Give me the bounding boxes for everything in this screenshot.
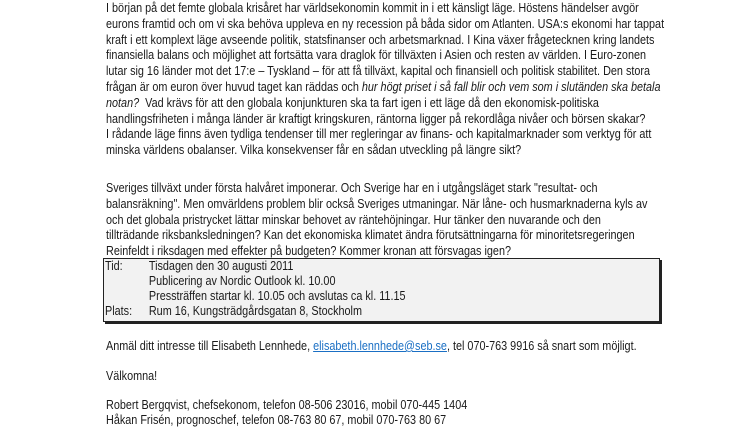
publication-time: Publicering av Nordic Outlook kl. 10.00 — [148, 274, 336, 288]
publication-row — [105, 274, 406, 289]
text-line — [106, 80, 664, 96]
time-row — [105, 259, 406, 274]
text-line: Sveriges tillväxt under första halvåret imponerar. Och Sverige har en i utgångsläget stark "resultat- och — [106, 181, 598, 195]
text-line: eurons framtid och om vi ska behöva uppleva en ny recession på båda sidor om Atlanten. USA:s ekonomi har tappat — [106, 16, 665, 31]
event-info-content — [105, 259, 406, 319]
event-date: Tisdagen den 30 augusti 2011 — [148, 259, 294, 273]
signup-line — [106, 339, 637, 355]
text-normal: frågan är om euron över huvud taget kan räddas och — [106, 79, 362, 94]
email-link[interactable]: elisabeth.lennhede@seb.se — [313, 339, 447, 353]
press-row — [105, 289, 406, 304]
intro-paragraph — [106, 1, 664, 159]
text-line: handlingsfriheten i många länder är kraftigt kringskuren, räntorna ligger på rekordlåga nivåer och börsen skakar? — [106, 111, 646, 126]
press-time: Pressträffen startar kl. 10.05 och avslutas ca kl. 11.15 — [148, 289, 406, 303]
text-line: kraft i ett komplext läge avseende politik, statsfinanser och arbetsmarknad. I Kina växer frågetecknen kring landets — [106, 32, 655, 47]
text-line: I rådande läge finns även tydliga tendenser till mer regleringar av finans- och kapitalmarknader som verktyg för att — [106, 127, 652, 142]
time-label: Tid: — [105, 259, 123, 273]
place-row — [105, 304, 406, 319]
text-line: tillträdande riksbanksledningen? Kan det ekonomiska klimatet ändra förutsättningarna för minoritetsregeringen — [106, 228, 635, 243]
contacts — [106, 398, 467, 428]
contact-line: Robert Bergqvist, chefsekonom, telefon 08-506 23016, mobil 070-445 1404 — [106, 398, 468, 412]
text-line: och det globala pristrycket lättar minskar behovet av räntehöjningar. Hur tänker den nuvarande och den — [106, 212, 601, 227]
welcome-text: Välkomna! — [106, 369, 158, 383]
text-line: I början på det femte globala krisåret har världsekonomin kommit in i ett känsligt läge. Höstens händelser avgör — [106, 1, 639, 15]
contact-line: Håkan Frisén, prognoschef, telefon 08-763 80 67, mobil 070-763 80 67 — [106, 413, 447, 427]
place-value: Rum 16, Kungsträdgårdsgatan 8, Stockholm — [148, 304, 362, 318]
text-line: balansräkning". Men omvärldens problem blir också Sveriges utmaningar. När låne- och husmarknaderna kyls av — [106, 196, 648, 211]
text-italic: notan? — [106, 95, 140, 110]
text-italic: hur högt priset i så fall blir och vem som i slutänden ska betala — [361, 79, 661, 94]
text-line: finansiella balans och möjlighet att fortsätta vara draglok för tillväxten i Asien och resten av världen. I Euro-zonen — [106, 48, 647, 63]
place-label: Plats: — [105, 304, 133, 318]
signup-text: Anmäl ditt intresse till Elisabeth Lennhede, — [106, 339, 314, 353]
sweden-paragraph — [106, 181, 647, 260]
signup-text-after: , tel 070-763 9916 så snart som möjligt. — [446, 339, 637, 353]
text-line: minska världens obalanser. Vilka konsekvenser får en sådan utveckling på längre sikt? — [106, 143, 522, 158]
text-line — [106, 96, 664, 112]
text-line: lutar sig 16 länder mot det 17:e – Tyskland – för att få tillväxt, kapital och finansiell och politisk stabilitet. Den stora — [106, 64, 651, 79]
text-line: Reinfeldt i riksdagen med effekter på budgeten? Kommer kronan att försvagas igen? — [106, 244, 511, 259]
text-normal: Vad krävs för att den globala konjunkturen ska ta fart igen i ett läge då den ekonomisk-politiska — [139, 95, 599, 110]
